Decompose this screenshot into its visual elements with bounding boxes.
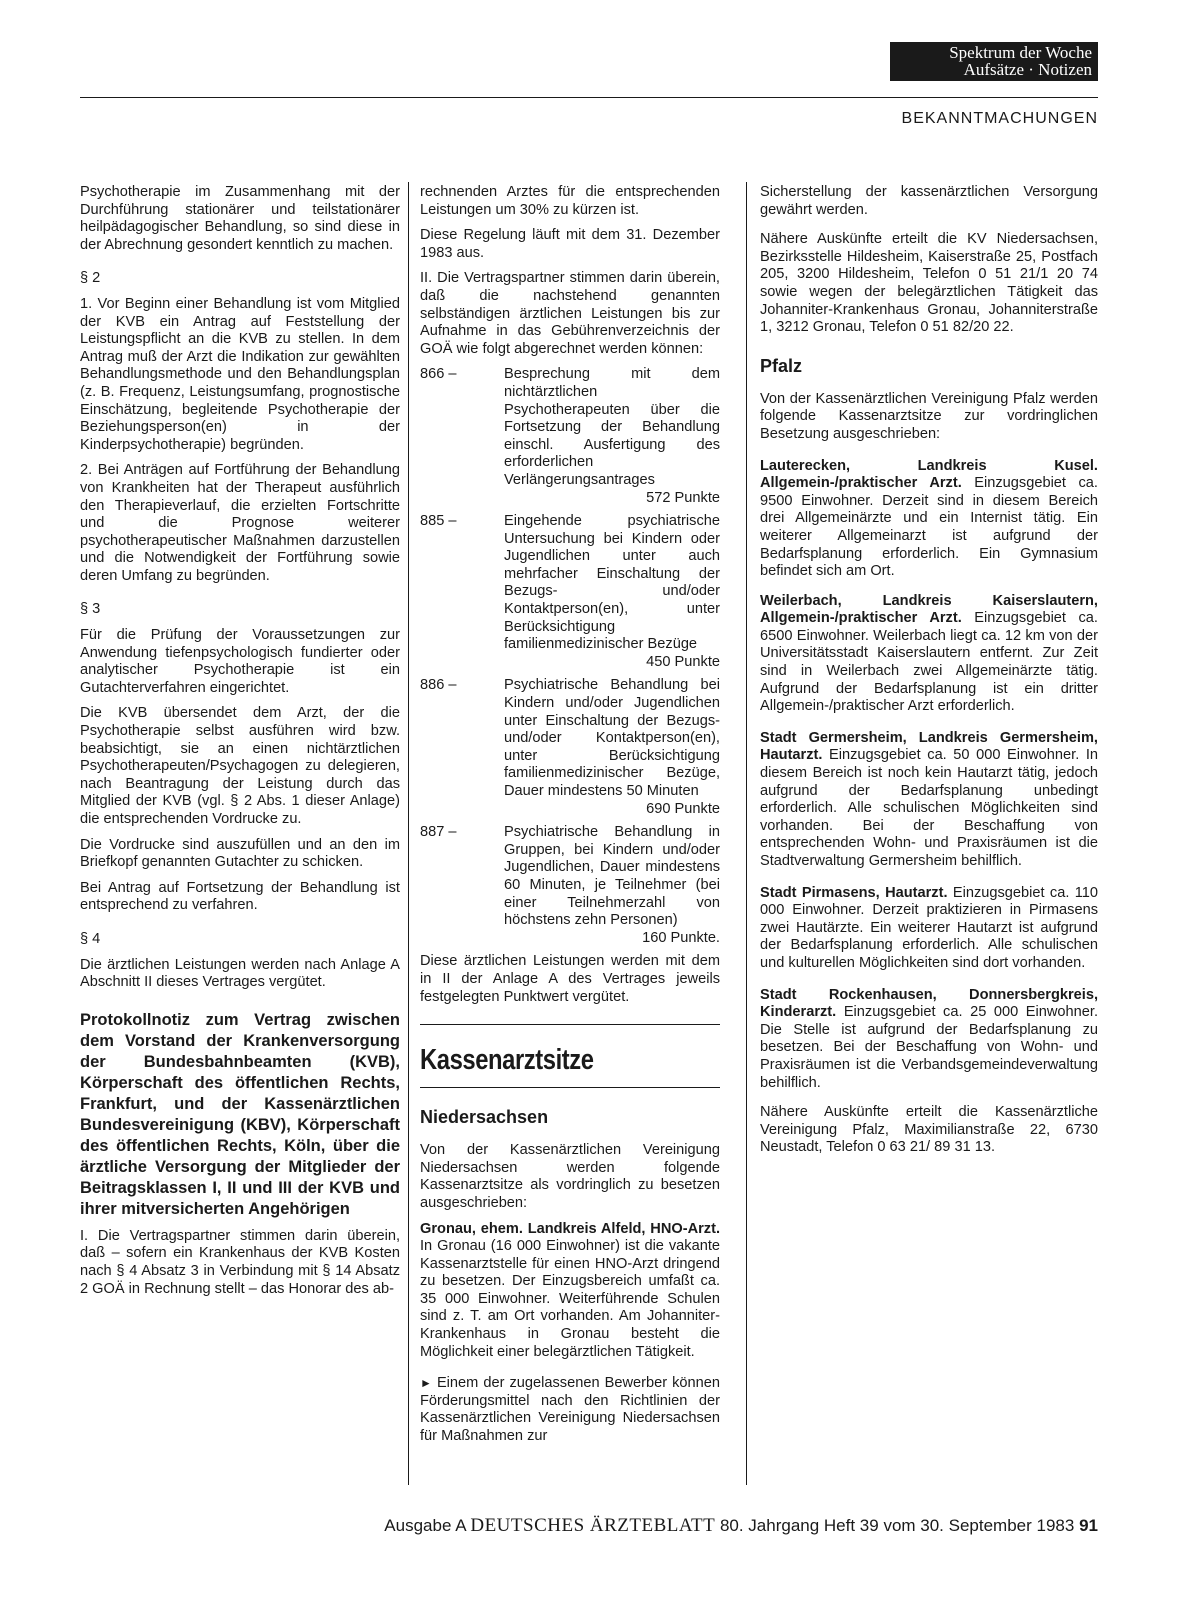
section-number: § 4 — [80, 930, 101, 947]
listing-heading: Stadt Rockenhausen, Donnersbergkreis, Kinderarzt. — [760, 986, 1098, 1021]
paragraph: Von der Kassenärztlichen Vereinigung Pfalz werden folgende Kassenarztsitze zur vordringlichen Besetzung ausgeschrieben: — [760, 390, 1098, 442]
section-number: § 3 — [80, 601, 101, 618]
section-number: § 2 — [80, 270, 101, 287]
paragraph: 1. Vor Beginn einer Behandlung ist vom Mitglied der KVB ein Antrag auf Feststellung der Leistungspflicht an die KVB zu stellen. In dem Antrag muß der Arzt die Indikation zur gewählten Behandlungsmethode und den Behandlungsplan (z. B. Frequenz, Leistungsumfang, prognostische Einschätzung, begleitende Psychotherapie der Beziehungsperson(en) in der Kinderpsychotherapie) begründen. — [80, 295, 400, 453]
section-label: BEKANNTMACHUNGEN — [901, 110, 1098, 127]
listing-heading: Stadt Germersheim, Landkreis Germersheim, Hautarzt. — [760, 729, 1098, 764]
fee-number: 866 – — [420, 366, 457, 383]
paragraph-foerderung — [420, 1375, 720, 1445]
paragraph: Von der Kassenärztlichen Vereinigung Niedersachsen werden folgende Kassenarztsitze als vordringlich zu besetzen ausgeschrieben: — [420, 1142, 720, 1211]
listing-heading: Lauterecken, Landkreis Kusel. Allgemein-/praktischer Arzt. — [760, 457, 1098, 492]
paragraph: Diese ärztlichen Leistungen werden mit dem in II der Anlage A des Vertrages jeweils festgelegten Punktwert vergütet. — [420, 953, 720, 1005]
section-badge — [890, 42, 1098, 81]
listing-gronau — [420, 1221, 720, 1362]
listing-text: Einzugsgebiet ca. 6500 Einwohner. Weilerbach liegt ca. 12 km von der Universitätsstadt Kaiserslautern entfernt. Zur Zeit sind in Weilerbach zwei Allgemeinärzte tätig. Aufgrund der Bedarfsplanung ist ein dritter Allgemein-/praktischer Arzt erforderlich. — [760, 610, 1098, 715]
fee-number: 886 – — [420, 677, 457, 694]
fee-item-885 — [420, 513, 720, 671]
listing-text: Einzugsgebiet ca. 25 000 Einwohner. Die Stelle ist aufgrund der Bedarfsplanung zu besetzen. Bei der Beschaffung von Wohn- und Praxisräumen ist die Verbandsgemeindeverwaltung behilflich. — [760, 1004, 1099, 1091]
paragraph: Für die Prüfung der Voraussetzungen zur Anwendung tiefenpsychologisch fundierter oder analytischer Psychotherapie ist ein Gutachterverfahren eingerichtet. — [80, 627, 400, 696]
paragraph: Die Vordrucke sind auszufüllen und an den im Briefkopf genannten Gutachter zu schicken. — [80, 836, 400, 871]
region-heading-pfalz: Pfalz — [760, 355, 803, 376]
region-heading-niedersachsen: Niedersachsen — [420, 1107, 549, 1128]
paragraph: Diese Regelung läuft mit dem 31. Dezember 1983 aus. — [420, 227, 720, 261]
fee-points: 450 Punkte — [646, 653, 720, 670]
listing-pirmasens — [760, 885, 1098, 973]
paragraph: Nähere Auskünfte erteilt die KV Niedersachsen, Bezirksstelle Hildesheim, Kaiserstraße 25, Postfach 205, 3200 Hildesheim, Telefon 0 51 21/1 20 74 sowie wegen der belegärztlichen Tätigkeit das Johanniter-Krankenhaus Gronau, Johanniterstraße 1, 3212 Gronau, Telefon 0 51 82/20 22. — [760, 231, 1098, 336]
page-number: 91 — [1079, 1516, 1098, 1535]
paragraph-text: Einem der zugelassenen Bewerber können Förderungsmittel nach den Richtlinien der Kassenärztlichen Vereinigung Niedersachsen für Maßnahmen zur — [420, 1375, 721, 1445]
fee-points: 690 Punkte — [646, 800, 720, 817]
fee-description: Psychiatrische Behandlung in Gruppen, bei Kindern und/oder Jugendlichen, Dauer mindestens 60 Minuten, je Teilnehmer (bei einer Teilnehmerzahl von höchstens zehn Personen) — [504, 824, 720, 929]
fee-number: 885 – — [420, 513, 457, 530]
arrow-icon: ► — [420, 1376, 432, 1391]
column-2 — [420, 184, 720, 1454]
column-3 — [760, 184, 1098, 1165]
paragraph: Die ärztlichen Leistungen werden nach Anlage A Abschnitt II dieses Vertrages vergütet. — [80, 956, 400, 991]
issue-info: 80. Jahrgang Heft 39 vom 30. September 1983 — [719, 1516, 1075, 1535]
paragraph: rechnenden Arztes für die entsprechenden Leistungen um 30% zu kürzen ist. — [420, 184, 720, 218]
listing-text: Einzugsgebiet ca. 50 000 Einwohner. In diesem Bereich ist noch kein Hautarzt tätig, jedoch aufgrund der Bedarfsplanung unbedingt erforderlich. Alle schulischen Möglichkeiten sind vorhanden. Bei der Beschaffung von entsprechenden Wohn- und Praxisräumen ist die Stadtverwaltung Germersheim behilflich. — [760, 747, 1098, 869]
column-divider-2 — [746, 182, 747, 1485]
title-rule-top — [420, 1024, 720, 1025]
fee-description: Besprechung mit dem nichtärztlichen Psychotherapeuten über die Fortsetzung der Behandlung einschl. Ausfertigung des erforderlichen Verlängerungsantrages — [504, 366, 720, 488]
listing-heading: Weilerbach, Landkreis Kaiserslautern, Allgemein-/praktischer Arzt. — [760, 592, 1098, 627]
fee-number: 887 – — [420, 824, 457, 841]
fee-text — [504, 677, 720, 818]
fee-points: 572 Punkte — [646, 489, 720, 506]
fee-points: 160 Punkte. — [642, 929, 720, 946]
listing-text: Einzugsgebiet ca. 9500 Einwohner. Derzeit sind in diesem Bereich drei Allgemeinärzte und ein Internist tätig. Ein weiterer Allgemeinarzt ist aufgrund der Bedarfsplanung erforderlich. Ein Gymnasium befindet sich am Ort. — [760, 475, 1098, 580]
listing-heading: Stadt Pirmasens, Hautarzt. — [760, 884, 948, 901]
fee-description: Eingehende psychiatrische Untersuchung bei Kindern oder Jugendlichen unter auch mehrfacher Einschaltung der Bezugs- und/oder Kontaktperson(en), unter Berücksichtigung familienmedizinischer Bezüge — [504, 513, 720, 653]
paragraph: Bei Antrag auf Fortsetzung der Behandlung ist entsprechend zu verfahren. — [80, 879, 400, 914]
column-1 — [80, 184, 400, 1306]
column-divider-1 — [408, 182, 409, 1485]
listing-heading: Gronau, ehem. Landkreis Alfeld, HNO-Arzt. — [420, 1220, 720, 1237]
paragraph: I. Die Vertragspartner stimmen darin überein, daß – sofern ein Krankenhaus der KVB Kosten nach § 4 Absatz 3 in Verbindung mit § 14 Absatz 2 GOÄ in Rechnung stellt – das Honorar des ab- — [80, 1227, 400, 1297]
journal-name: DEUTSCHES ÄRZTEBLATT — [470, 1515, 716, 1536]
listing-lauterecken — [760, 458, 1098, 581]
section-title: Kassenarztsitze — [420, 1044, 594, 1077]
fee-item-866 — [420, 366, 720, 507]
paragraph: II. Die Vertragspartner stimmen darin überein, daß die nachstehend genannten selbständigen ärztlichen Leistungen bis zur Aufnahme in das Gebührenverzeichnis der GOÄ wie folgt abgerechnet werden können: — [420, 270, 720, 357]
edition: Ausgabe A — [384, 1516, 466, 1535]
header-rule — [80, 97, 1098, 98]
badge-line-1: Spektrum der Woche — [949, 43, 1092, 62]
paragraph: Die KVB übersendet dem Arzt, der die Psychotherapie selbst ausführen wird bzw. beabsichtigt, sie an einen nichtärztlichen Psychotherapeuten/Psychagogen zu delegieren, nach Beantragung der Leistung durch das Mitglied der KVB (vgl. § 2 Abs. 1 dieser Anlage) die entsprechenden Vordrucke zu. — [80, 705, 400, 827]
paragraph: 2. Bei Anträgen auf Fortführung der Behandlung von Krankheiten hat der Therapeut ausführlich den Therapieverlauf, die erzielten Fortschritte und die Prognose weiterer psychotherapeutischer Maßnahmen darzustellen und die Notwendigkeit der Fortführung sowie deren Umfang zu begründen. — [80, 462, 400, 584]
title-rule-bottom — [420, 1087, 720, 1088]
fee-text — [504, 824, 720, 947]
fee-item-887 — [420, 824, 720, 947]
listing-text: Einzugsgebiet ca. 110 000 Einwohner. Derzeit praktizieren in Pirmasens zwei Hautärzte. Ein weiterer Hautarzt ist aufgrund der Bedarfsplanung erforderlich. Alle schulischen und kulturellen Möglichkeiten sind dort vorhanden. — [760, 884, 1098, 971]
listing-germersheim — [760, 730, 1098, 871]
page-footer — [0, 1515, 1178, 1537]
paragraph: Psychotherapie im Zusammenhang mit der Durchführung stationärer und teilstationärer heilpädagogischer Behandlung, so sind diese in der Abrechnung gesondert kenntlich zu machen. — [80, 184, 400, 253]
fee-text — [504, 513, 720, 671]
fee-item-886 — [420, 677, 720, 818]
paragraph: Sicherstellung der kassenärztlichen Versorgung gewährt werden. — [760, 184, 1098, 218]
fee-text — [504, 366, 720, 507]
listing-rockenhausen — [760, 987, 1098, 1093]
listing-text: In Gronau (16 000 Einwohner) ist die vakante Kassenarztstelle für einen HNO-Arzt dringend zu besetzen. Der Einzugsbereich umfaßt ca. 35 000 Einwohner. Weiterführende Schulen sind z. T. am Ort vorhanden. Am Johanniter-Krankenhaus in Gronau besteht die Möglichkeit einer belegärztlichen Tätigkeit. — [420, 1238, 720, 1360]
badge-line-2: Aufsätze · Notizen — [963, 60, 1092, 79]
fee-description: Psychiatrische Behandlung bei Kindern und/oder Jugendlichen unter Einschaltung der Bezugs- und/oder Kontaktperson(en), unter Berücksichtigung familienmedizinischer Bezüge, Dauer mindestens 50 Minuten — [504, 677, 720, 799]
paragraph-contact: Nähere Auskünfte erteilt die Kassenärztliche Vereinigung Pfalz, Maximilianstraße 22, 6730 Neustadt, Telefon 0 63 21/ 89 31 13. — [760, 1104, 1098, 1156]
protokoll-heading: Protokollnotiz zum Vertrag zwischen dem Vorstand der Krankenversorgung der Bundesbahnbeamten (KVB), Körperschaft des öffentlichen Rechts, Frankfurt, und der Kassenärztlichen Bundesvereinigung (KBV), Körperschaft des öffentlichen Rechts, Köln, über die ärztliche Versorgung der Mitglieder der Beitragsklassen I, II und III der KVB und ihrer mitversicherten Angehörigen — [80, 1010, 400, 1218]
listing-weilerbach — [760, 593, 1098, 716]
